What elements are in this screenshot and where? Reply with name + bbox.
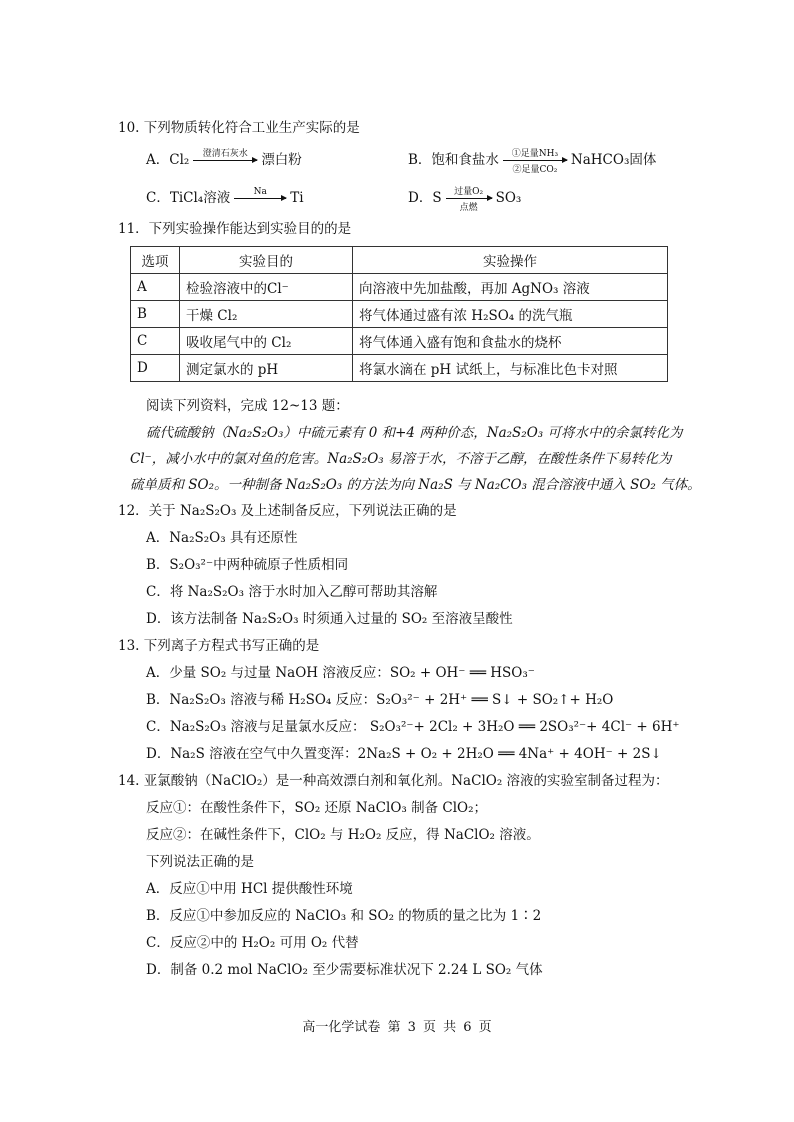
q14-prompt: 下列说法正确的是 <box>146 854 254 870</box>
q14-option-d: D．制备 0.2 mol NaClO₂ 至少需要标准状况下 2.24 L SO₂ 气体 <box>146 962 543 978</box>
arrow-icon <box>193 149 257 161</box>
table-cell: D <box>131 355 180 382</box>
q12-option-d: D．该方法制备 Na₂S₂O₃ 时须通入过量的 SO₂ 至溶液呈酸性 <box>146 611 513 627</box>
table-cell: 向溶液中先加盐酸，再加 AgNO₃ 溶液 <box>353 274 668 301</box>
q11-stem: 11．下列实验操作能达到实验目的的是 <box>118 221 352 237</box>
q10-option-d <box>408 187 522 213</box>
q10-b-result: NaHCO₃固体 <box>570 152 657 168</box>
q12-stem: 12．关于 Na₂S₂O₃ 及上述制备反应，下列说法正确的是 <box>118 503 457 519</box>
table-row <box>131 274 668 301</box>
q12-option-a: A．Na₂S₂O₃ 具有还原性 <box>146 530 298 546</box>
arrow-icon <box>446 187 492 213</box>
q10-d-label: D．S <box>408 190 442 206</box>
q12-option-c: C．将 Na₂S₂O₃ 溶于水时加入乙醇可帮助其溶解 <box>146 584 438 600</box>
q14-option-a: A．反应①中用 HCl 提供酸性环境 <box>146 881 353 897</box>
table-header: 实验目的 <box>180 247 353 274</box>
q14-option-b: B．反应①中参加反应的 NaClO₃ 和 SO₂ 的物质的量之比为 1∶2 <box>146 908 542 924</box>
q14-reaction-1: 反应①：在酸性条件下，SO₂ 还原 NaClO₃ 制备 ClO₂； <box>146 800 488 816</box>
table-cell: 检验溶液中的Cl⁻ <box>180 274 353 301</box>
q10-b-arrow-bot: ②足量CO₂ <box>512 165 558 175</box>
table-cell: 测定氯水的 pH <box>180 355 353 382</box>
experiment-table <box>130 246 668 382</box>
q10-b-arrow-top: ①足量NH₃ <box>511 149 559 159</box>
reading-paragraph-line: 硫单质和 SO₂。一种制备 Na₂S₂O₃ 的方法为向 Na₂S 与 Na₂CO₃ 混合溶液中通入 SO₂ 气体。 <box>130 477 701 493</box>
q10-a-label: A．Cl₂ <box>146 152 190 168</box>
table-cell: 将气体通入盛有饱和食盐水的烧杯 <box>353 328 668 355</box>
q10-stem: 10. 下列物质转化符合工业生产实际的是 <box>118 120 360 136</box>
page-footer: 高一化学试卷 第 3 页 共 6 页 <box>302 1020 492 1035</box>
reading-paragraph-line: Cl⁻，减小水中的氯对鱼的危害。Na₂S₂O₃ 易溶于水，不溶于乙醇，在酸性条件下易转化为 <box>130 451 672 467</box>
q10-d-arrow-bot: 点燃 <box>459 203 478 213</box>
q13-stem: 13. 下列离子方程式书写正确的是 <box>118 638 320 654</box>
table-cell: 干燥 Cl₂ <box>180 301 353 328</box>
q13-option-c: C．Na₂S₂O₃ 溶液与足量氯水反应： S₂O₃²⁻+ 2Cl₂ + 3H₂O ══ 2SO₃²⁻+ 4Cl⁻ + 6H⁺ <box>146 719 680 735</box>
table-cell: C <box>131 328 180 355</box>
q10-c-label: C．TiCl₄溶液 <box>146 190 231 206</box>
q10-option-b <box>408 149 657 175</box>
q12-option-b: B．S₂O₃²⁻中两种硫原子性质相同 <box>146 557 349 573</box>
table-row <box>131 301 668 328</box>
q14-stem: 14. 亚氯酸钠（NaClO₂）是一种高效漂白剂和氧化剂。NaClO₂ 溶液的实验室制备过程为： <box>118 773 669 789</box>
table-cell: 将氯水滴在 pH 试纸上，与标准比色卡对照 <box>353 355 668 382</box>
q10-a-result: 漂白粉 <box>261 152 302 168</box>
q10-c-arrow-top: Na <box>253 187 267 197</box>
q13-option-b: B．Na₂S₂O₃ 溶液与稀 H₂SO₄ 反应：S₂O₃²⁻ + 2H⁺ ══ S↓ + SO₂↑+ H₂O <box>146 692 614 708</box>
q10-a-arrow-top: 澄清石灰水 <box>202 149 248 159</box>
q10-option-a <box>146 150 302 170</box>
table-header-row <box>131 247 668 274</box>
table-header: 选项 <box>131 247 180 274</box>
reading-paragraph-line: 硫代硫酸钠（Na₂S₂O₃）中硫元素有 0 和+4 两种价态，Na₂S₂O₃ 可将水中的余氯转化为 <box>146 425 683 441</box>
q13-option-d: D．Na₂S 溶液在空气中久置变浑：2Na₂S + O₂ + 2H₂O ══ 4Na⁺ + 4OH⁻ + 2S↓ <box>146 746 662 762</box>
q13-option-a: A．少量 SO₂ 与过量 NaOH 溶液反应：SO₂ + OH⁻ ══ HSO₃⁻ <box>146 665 535 681</box>
table-header: 实验操作 <box>353 247 668 274</box>
q10-d-arrow-top: 过量O₂ <box>454 187 484 197</box>
table-row <box>131 328 668 355</box>
arrow-icon <box>503 149 567 175</box>
q10-option-c <box>146 188 304 208</box>
table-cell: A <box>131 274 180 301</box>
arrow-icon <box>234 187 286 199</box>
table-cell: 将气体通过盛有浓 H₂SO₄ 的洗气瓶 <box>353 301 668 328</box>
q10-c-result: Ti <box>290 190 304 206</box>
table-cell: B <box>131 301 180 328</box>
table-cell: 吸收尾气中的 Cl₂ <box>180 328 353 355</box>
q10-b-label: B．饱和食盐水 <box>408 152 499 168</box>
table-row <box>131 355 668 382</box>
q14-reaction-2: 反应②：在碱性条件下，ClO₂ 与 H₂O₂ 反应，得 NaClO₂ 溶液。 <box>146 827 540 843</box>
q14-option-c: C．反应②中的 H₂O₂ 可用 O₂ 代替 <box>146 935 359 951</box>
reading-intro: 阅读下列资料，完成 12~13 题： <box>146 398 349 414</box>
q10-d-result: SO₃ <box>495 190 522 206</box>
